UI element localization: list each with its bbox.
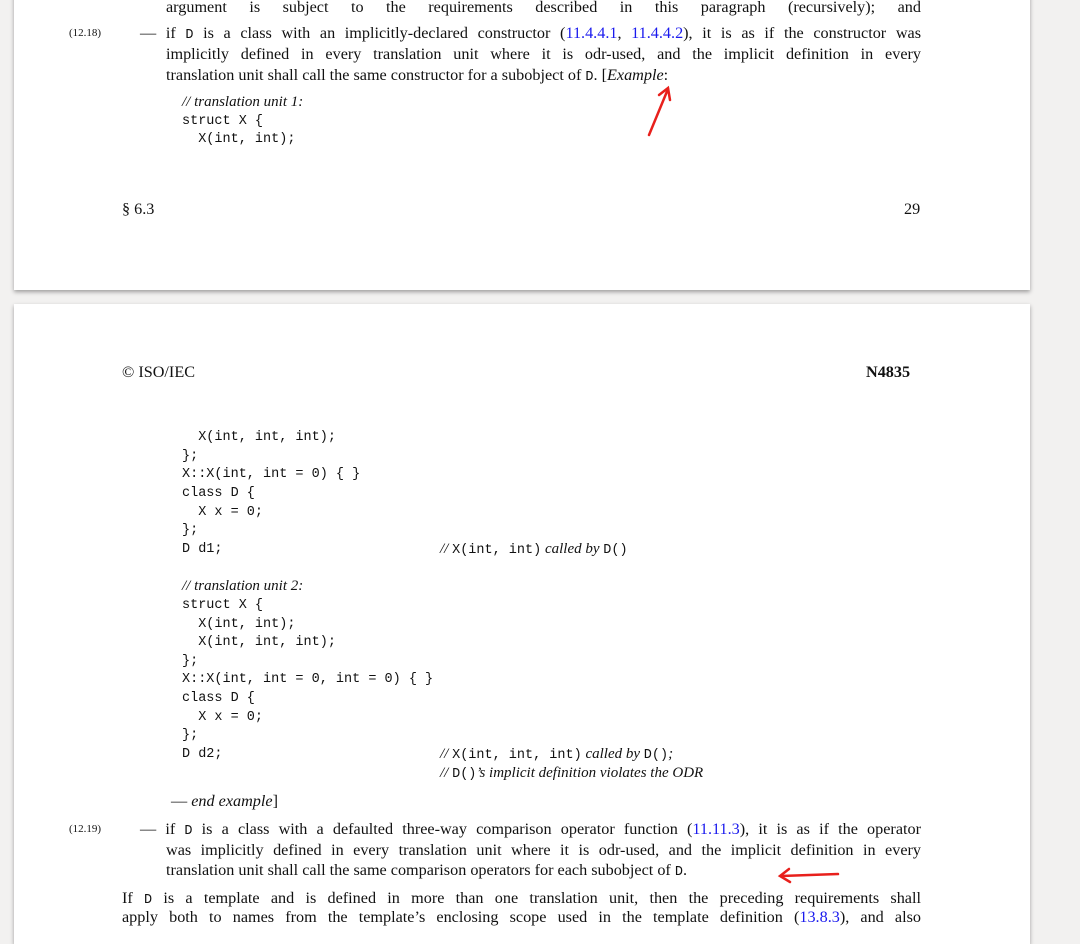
italic-run: called by [581, 746, 644, 763]
code-run: D [184, 824, 193, 839]
text-run: If [122, 889, 145, 907]
code-run: D() [643, 748, 669, 764]
text-run: argument is subject to the requirements described in this paragraph (recursively); and [166, 0, 921, 16]
text-run: ), and also [839, 908, 921, 926]
code-run: X(int, int); [182, 132, 296, 148]
italic-run: // [440, 746, 453, 763]
code-run: D d2; [182, 747, 223, 763]
code-line [182, 447, 198, 466]
code-line [182, 615, 295, 634]
code-run: D [144, 893, 153, 908]
pdf-page-30 [14, 304, 1030, 944]
code-line [182, 428, 336, 447]
code-line [182, 465, 360, 484]
italic-run: end example [191, 792, 273, 810]
text-run: translation unit shall call the same constructor for a subobject of [166, 66, 586, 84]
code-run: X x = 0; [182, 504, 264, 520]
text-run: . [ [593, 66, 607, 84]
text-run: ), it is as if the operator [739, 820, 921, 838]
code-line [182, 130, 295, 149]
code-run: D() [603, 542, 628, 558]
code-run: }; [182, 448, 199, 464]
text-run: implicitly defined in every translation unit where it is odr-used, and the implicit definition in every [166, 45, 921, 63]
end-example [171, 791, 278, 811]
code-line [182, 708, 263, 727]
code-line [182, 633, 336, 652]
text-run: — if [140, 24, 186, 42]
text-line [166, 840, 921, 860]
code-run: struct X { [182, 113, 264, 129]
footer-section: § 6.3 [122, 200, 155, 218]
code-run: class D { [182, 691, 255, 707]
italic-run: ’s implicit definition violates the ODR [476, 764, 704, 781]
code-run: X(int, int, int); [182, 635, 336, 651]
code-run: D [185, 28, 194, 43]
italic-run: Example [607, 66, 664, 84]
code-run: D [585, 70, 594, 85]
code-line [182, 652, 198, 671]
code-line [182, 726, 198, 745]
text-run: was implicitly defined in every translation unit where it is odr-used, and the implicit definition in every [166, 841, 921, 859]
header-copyright: © ISO/IEC [122, 363, 196, 381]
italic-run: // [440, 764, 453, 781]
text-run: — if [140, 820, 185, 838]
text-run: . [682, 861, 688, 879]
code-run: struct X { [182, 597, 264, 613]
code-line [182, 484, 255, 503]
code-run: }; [182, 653, 199, 669]
text-line [166, 44, 921, 64]
header-document-number: N4835 [866, 363, 911, 381]
cross-reference-link[interactable]: 11.11.3 [692, 820, 740, 838]
code-line [182, 93, 303, 113]
code-run: X(int, int) [452, 542, 542, 558]
code-run: }; [182, 523, 199, 539]
text-line [140, 23, 921, 46]
cross-reference-link[interactable]: 13.8.3 [799, 908, 840, 926]
code-run: X(int, int, int) [452, 748, 582, 764]
code-line [182, 577, 303, 597]
text-run: : [663, 66, 669, 84]
text-run: translation unit shall call the same comparison operators for each subobject of [166, 861, 675, 879]
text-run: , [617, 24, 632, 42]
code-run: D d1; [182, 541, 223, 557]
text-run: — [171, 792, 192, 810]
text-line [122, 907, 921, 927]
text-run: is a class with a defaulted three-way comparison operator function ( [192, 820, 693, 838]
code-line [182, 540, 223, 559]
code-line [182, 745, 223, 764]
text-run: is a template and is defined in more than one translation unit, then the preceding requirements shall [152, 889, 921, 907]
code-run: X(int, int); [182, 616, 296, 632]
code-line [182, 689, 255, 708]
text-run: ] [272, 792, 278, 810]
code-line [182, 670, 433, 689]
pdf-page-29 [14, 0, 1030, 290]
italic-run: // translation unit 2: [182, 578, 304, 595]
code-run: D() [452, 766, 477, 782]
code-line [182, 112, 263, 131]
cross-reference-link[interactable]: 11.4.4.1 [565, 24, 618, 42]
code-line [182, 503, 263, 522]
italic-run: called by [541, 540, 604, 557]
paragraph-number: (12.19) [69, 823, 102, 835]
code-run: X::X(int, int = 0, int = 0) { } [182, 672, 434, 688]
text-run: is a class with an implicitly-declared constructor ( [193, 24, 566, 42]
italic-run: ; [668, 746, 674, 763]
footer-page-number: 29 [904, 200, 921, 218]
italic-run: // translation unit 1: [182, 94, 304, 110]
text-line [166, 65, 668, 88]
text-run: apply both to names from the template’s enclosing scope used in the template definition ( [122, 908, 800, 926]
text-line [166, 860, 687, 883]
italic-run: // [440, 540, 453, 557]
code-comment [440, 745, 673, 765]
paragraph-number: (12.18) [69, 27, 102, 39]
code-run: class D { [182, 485, 255, 501]
code-run: }; [182, 728, 199, 744]
text-line [166, 0, 921, 17]
code-comment [440, 540, 628, 560]
code-line [182, 521, 198, 540]
code-line [182, 596, 263, 615]
cross-reference-link[interactable]: 11.4.4.2 [631, 24, 684, 42]
code-run: X x = 0; [182, 709, 264, 725]
code-comment [440, 764, 703, 784]
code-run: X::X(int, int = 0) { } [182, 467, 361, 483]
text-line [140, 819, 921, 842]
code-run: X(int, int, int); [182, 430, 336, 445]
code-run: D [674, 865, 683, 880]
text-run: ), it is as if the constructor was [683, 24, 922, 42]
